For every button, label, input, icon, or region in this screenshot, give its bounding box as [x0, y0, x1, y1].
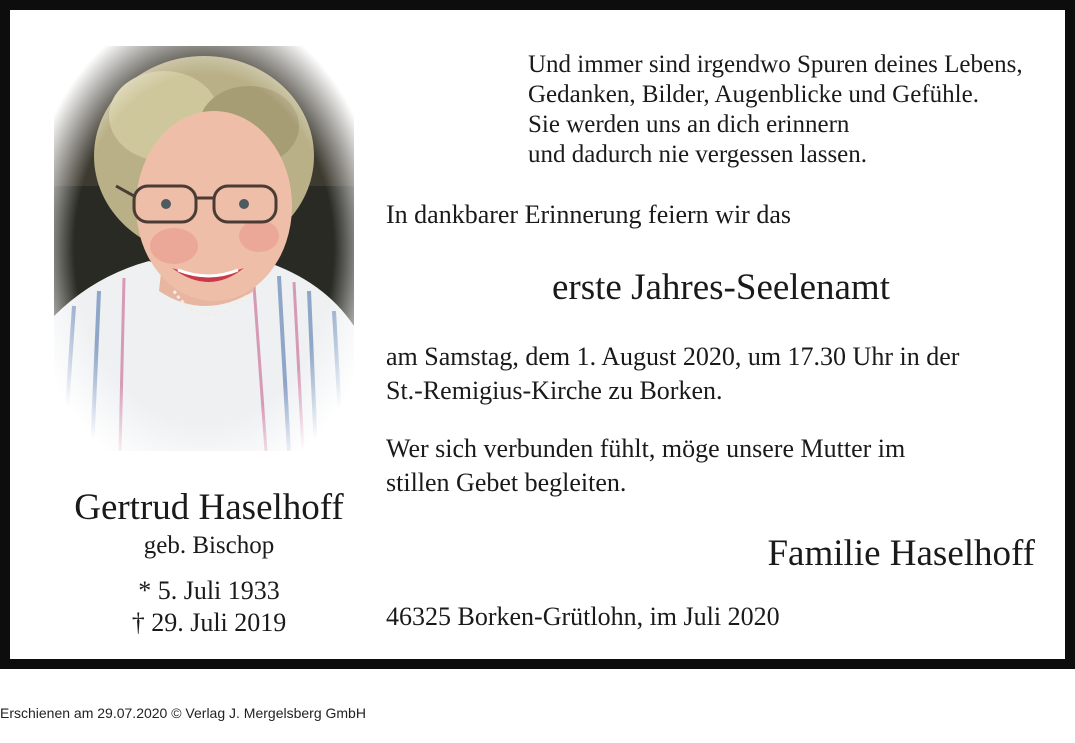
- poem-line: Sie werden uns an dich erinnern: [528, 111, 850, 138]
- memorial-poem: [528, 50, 1023, 170]
- details-line: St.-Remigius-Kirche zu Borken.: [386, 376, 723, 405]
- service-details: [386, 340, 959, 408]
- intro-text: In dankbarer Erinnerung feiern wir das: [386, 200, 791, 229]
- mass-heading: erste Jahres-Seelenamt: [552, 267, 890, 308]
- death-date: † 29. Juli 2019: [131, 608, 287, 637]
- invitation-text: [386, 432, 905, 500]
- family-signature: Familie Haselhoff: [767, 533, 1035, 574]
- publication-footer: Erschienen am 29.07.2020 © Verlag J. Mergelsberg GmbH: [0, 705, 366, 721]
- portrait-illustration: [54, 46, 354, 451]
- deceased-name: Gertrud Haselhoff: [74, 487, 344, 528]
- place-date: 46325 Borken-Grütlohn, im Juli 2020: [386, 602, 780, 631]
- birth-name: geb. Bischop: [143, 532, 275, 559]
- birth-date: * 5. Juli 1933: [138, 576, 280, 605]
- invite-line: Wer sich verbunden fühlt, möge unsere Mutter im: [386, 434, 906, 463]
- poem-line: Gedanken, Bilder, Augenblicke und Gefühle.: [528, 81, 979, 108]
- poem-line: und dadurch nie vergessen lassen.: [528, 141, 868, 168]
- obituary-card: [10, 10, 1065, 659]
- portrait-photo: [54, 46, 354, 451]
- invite-line: stillen Gebet begleiten.: [386, 468, 627, 497]
- details-line: am Samstag, dem 1. August 2020, um 17.30 Uhr in der: [386, 342, 960, 371]
- poem-line: Und immer sind irgendwo Spuren deines Lebens,: [528, 51, 1023, 78]
